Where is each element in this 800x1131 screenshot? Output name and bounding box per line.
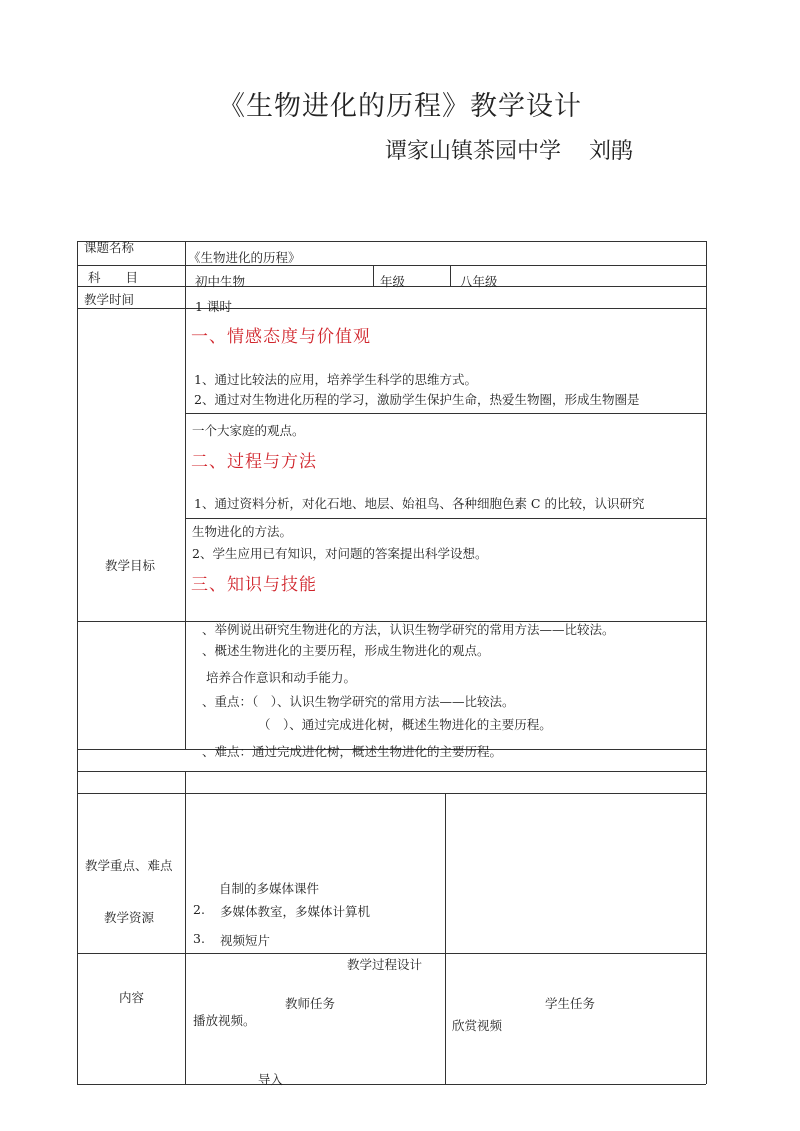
goal-text: 2、通过对生物进化历程的学习，激励学生保护生命，热爱生物圈，形成生物圈是 (194, 392, 640, 407)
keypoint-text: 、难点：通过完成进化树，概述生物进化的主要历程。 (202, 744, 503, 759)
goal-text: 、概述生物进化的主要历程，形成生物进化的观点。 (202, 643, 490, 658)
goals-label: 教学目标 (105, 558, 156, 573)
resources-label: 教学资源 (104, 910, 155, 925)
resource-number: 2. (193, 902, 205, 917)
student-task-header: 学生任务 (545, 996, 596, 1011)
subject-value: 初中生物 (195, 274, 246, 289)
grade-value: 八年级 (460, 274, 498, 289)
goal-text: 1、通过比较法的应用，培养学生科学的思维方式。 (194, 372, 477, 387)
intro-label: 导入 (258, 1072, 284, 1087)
goal-heading-2: 二、过程与方法 (191, 452, 317, 472)
student-task-text: 欣赏视频 (452, 1018, 503, 1033)
goal-text: 生物进化的方法。 (192, 524, 293, 539)
topic-value: 《生物进化的历程》 (188, 250, 301, 265)
goal-text: 2、学生应用已有知识，对问题的答案提出科学设想。 (192, 546, 488, 561)
goal-heading-3: 三、知识与技能 (191, 575, 317, 595)
author-name: 刘鹃 (589, 139, 634, 164)
page-title: 《生物进化的历程》教学设计 (218, 91, 582, 122)
keypoint-text: 、重点：（ ）、认识生物学研究的常用方法——比较法。 (202, 694, 515, 709)
goal-text: 培养合作意识和动手能力。 (206, 670, 357, 685)
goal-text: 1、通过资料分析，对化石地、地层、始祖鸟、各种细胞色素 C 的比较，认识研究 (194, 496, 645, 511)
goal-text: 、举例说出研究生物进化的方法，认识生物学研究的常用方法——比较法。 (202, 622, 615, 637)
resource-item: 多媒体教室，多媒体计算机 (220, 904, 371, 919)
keypoints-label: 教学重点、难点 (85, 858, 173, 873)
author-line (385, 134, 633, 165)
resource-number: 3. (193, 931, 205, 946)
process-design-title: 教学过程设计 (347, 957, 423, 972)
time-label: 教学时间 (84, 292, 135, 307)
content-label: 内容 (119, 990, 145, 1005)
goal-heading-1: 一、情感态度与价值观 (191, 327, 371, 347)
teacher-task-header: 教师任务 (285, 996, 336, 1011)
goal-text: 一个大家庭的观点。 (192, 423, 305, 438)
keypoint-text: （ ）、通过完成进化树，概述生物进化的主要历程。 (258, 717, 552, 732)
teacher-task-text: 播放视频。 (193, 1013, 256, 1028)
resource-item: 视频短片 (220, 933, 271, 948)
author-school: 谭家山镇茶园中学 (385, 139, 562, 164)
resource-item: 自制的多媒体课件 (219, 881, 320, 896)
topic-label: 课题名称 (84, 240, 135, 255)
time-value: 1 课时 (195, 299, 232, 314)
grade-label: 年级 (380, 274, 406, 289)
subject-label: 科 目 (88, 270, 139, 285)
